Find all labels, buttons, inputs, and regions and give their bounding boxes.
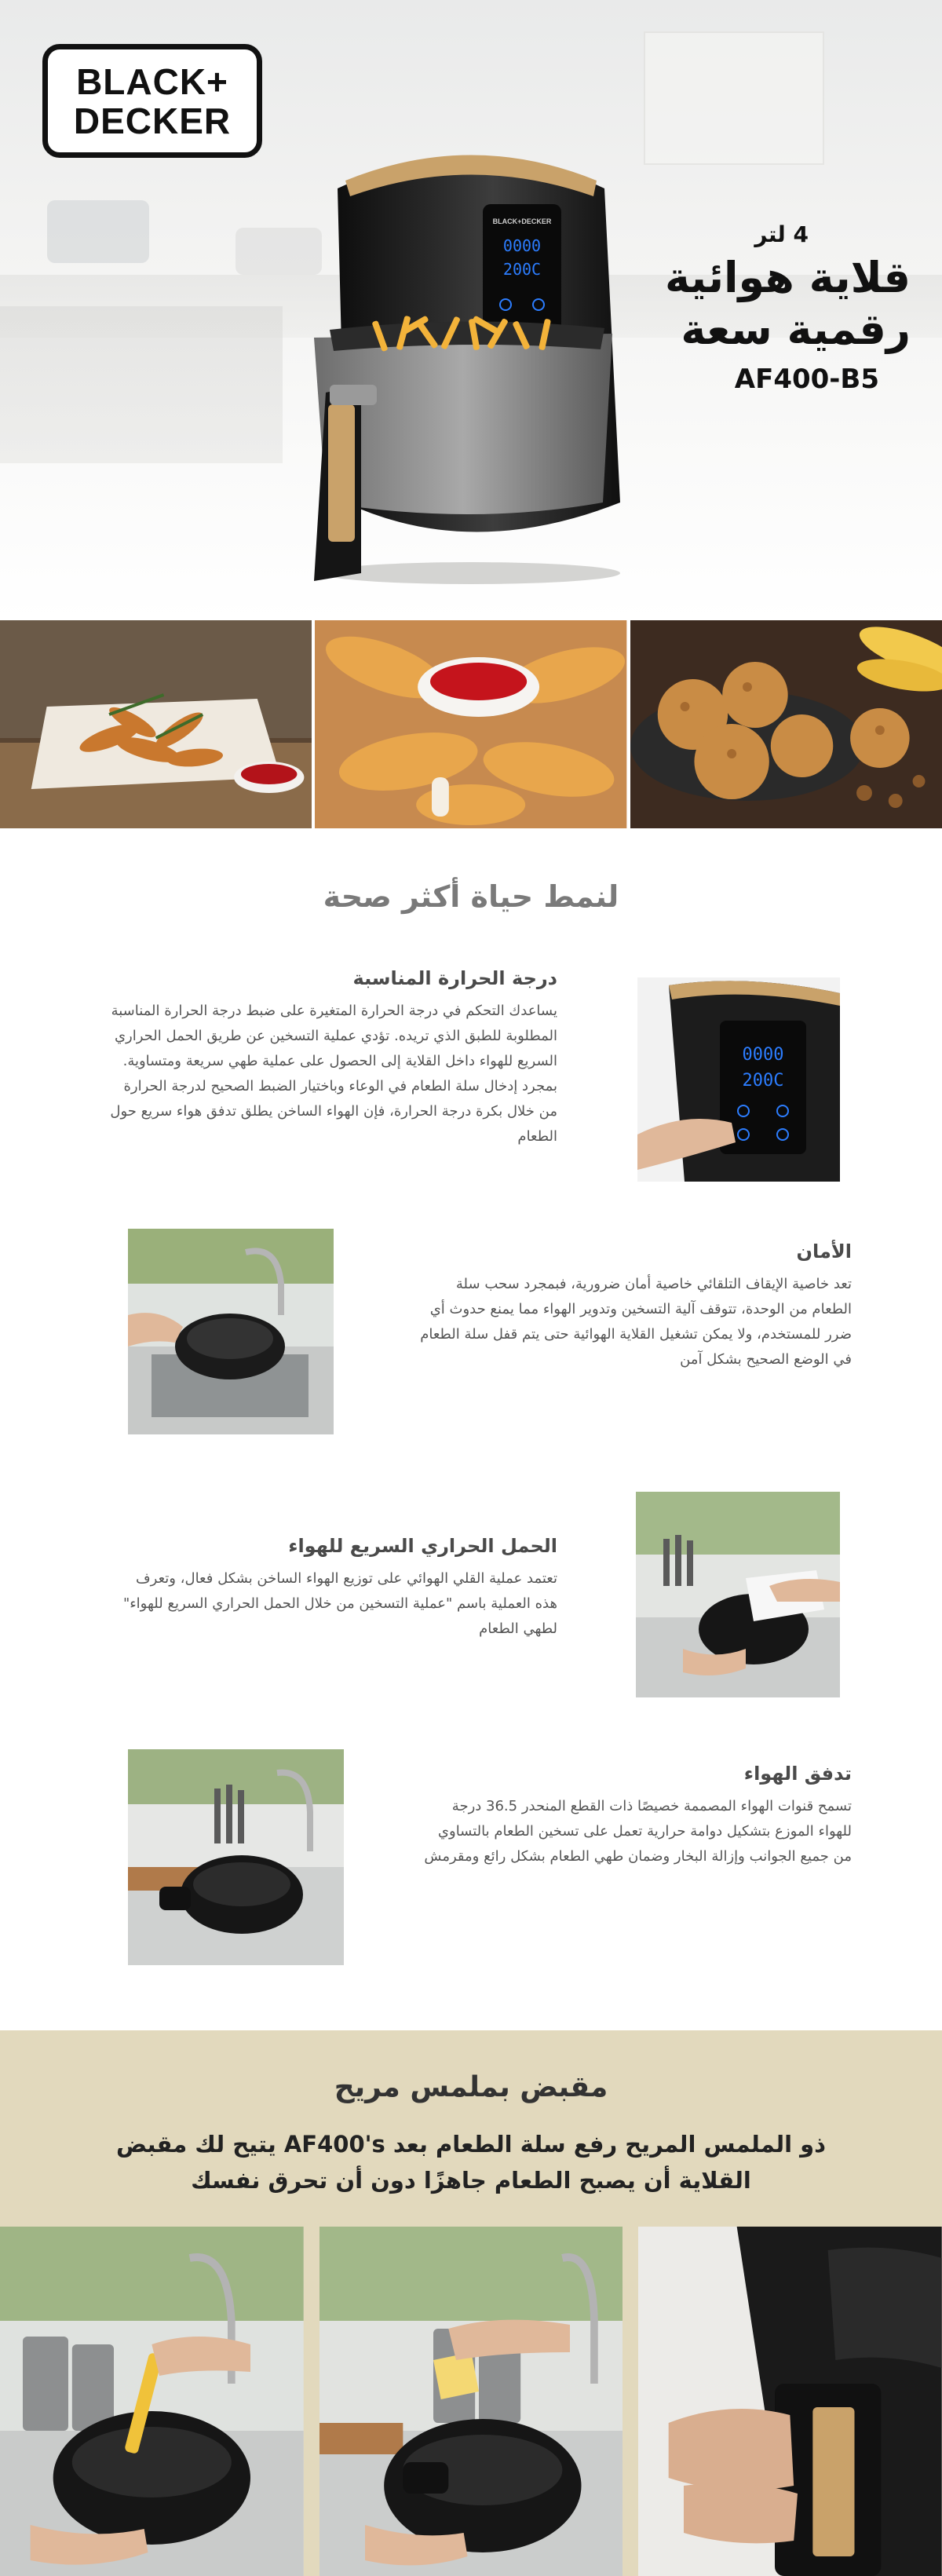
- photo-basket-washing: [128, 1229, 334, 1434]
- food-photo-strip: [0, 620, 942, 828]
- hero-text-block: [604, 221, 911, 395]
- hero-model: AF400-B5: [734, 364, 879, 395]
- panel-display-time: 0000: [742, 1045, 784, 1065]
- photo-pouring-oil: [304, 2227, 623, 2576]
- feature-temperature-title: درجة الحرارة المناسبة: [352, 967, 557, 989]
- feature-safety-title: الأمان: [796, 1240, 852, 1262]
- background-pot: [47, 200, 149, 263]
- feature-airflow-body: تسمح قنوات الهواء المصممة خصيصًا ذات القطع المنحدر 36.5 درجة للهواء الموزع بتشكيل دوامة حرارية تعمل على تسخين الطعام بالتساوي من جميع الجوانب وإزالة البخار وضمان طهي الطعام بشكل رائع ومقرمش: [424, 1798, 852, 1865]
- hero-title-line1: قلاية هوائية: [664, 253, 911, 302]
- feature-airflow: [424, 1763, 852, 1869]
- photo-control-panel: [637, 977, 840, 1182]
- feature-temperature: [110, 967, 557, 1149]
- touch-handle-section: [0, 2030, 942, 2576]
- touch-handle-subtitle: ذو الملمس المريح رفع سلة الطعام بعد AF400's يتيح لك مقبض القلاية أن يصبح الطعام جاهزًا دون أن تحرق نفسك: [115, 2131, 827, 2194]
- hero-title-line2: رقمية سعة: [681, 305, 911, 354]
- healthy-section-title: لنمط حياة أكثر صحة: [323, 879, 619, 914]
- display-temp: 200C: [502, 260, 542, 279]
- photo-basket-drying: [636, 1492, 840, 1697]
- feature-temperature-body: يساعدك التحكم في درجة الحرارة المتغيرة على ضبط درجة الحرارة المناسبة المطلوبة للطبق الذي تريده. تؤدي عملية التسخين عن طريق الحمل الحراري السريع للهواء داخل القلاية إلى الحصول على عملية طهي سريعة ومتساوية. بمجرد إدخال سلة الطعام في الوعاء وباختيار الضبط الصحيح لدرجة الحرارة من خلال بكرة درجة الحرارة، فإن الهواء الساخن يطلق تدفق هواء سريع حول الطعام: [110, 1003, 557, 1145]
- display-time: 0000: [502, 236, 542, 255]
- background-window: [644, 31, 824, 165]
- touch-photo-row: [0, 2227, 942, 2576]
- photo-potato-wedges: [0, 620, 312, 828]
- feature-rapid-air: [114, 1535, 557, 1642]
- photo-handle-closeup: [623, 2227, 942, 2576]
- hero-banner: [0, 0, 942, 620]
- logo-line2: DECKER: [73, 100, 232, 141]
- feature-safety-body: تعد خاصية الإيقاف التلقائي خاصية أمان ضرورية، فبمجرد سحب سلة الطعام من الوحدة، تتوقف آلية التسخين وتدوير الهواء مما يمنع حدوث أي ضرر للمستخدم، ولا يمكن تشغيل القلاية الهوائية حتى يتم قفل سلة الطعام في الوضع الصحيح بشكل آمن: [420, 1276, 852, 1368]
- air-fryer-product-image: [283, 133, 628, 589]
- photo-oil-brush: [0, 2227, 304, 2576]
- hero-capacity: 4 لتر: [754, 221, 809, 247]
- logo-line1: BLACK+: [76, 60, 228, 102]
- feature-rapid-air-title: الحمل الحراري السريع للهواء: [288, 1535, 557, 1557]
- feature-rapid-air-body: تعتمد عملية القلي الهوائي على توزيع الهواء الساخن بشكل فعال، وتعرف هذه العملية باسم "عملية التسخين من خلال الحمل الحراري السريع للهواء" لطهي الطعام: [122, 1570, 557, 1637]
- touch-handle-title: مقبض بملمس مريح: [334, 2071, 608, 2103]
- photo-fryer-kitchen: [128, 1749, 344, 1965]
- feature-airflow-title: تدفق الهواء: [743, 1763, 852, 1785]
- photo-chicken-strips: [312, 620, 626, 828]
- panel-display-temp: 200C: [742, 1071, 784, 1091]
- photo-muffins: [627, 620, 942, 828]
- brand-logo: [42, 44, 262, 158]
- device-brand-label: BLACK+DECKER: [492, 217, 552, 225]
- background-shelf: [0, 306, 283, 463]
- feature-safety: [416, 1240, 852, 1372]
